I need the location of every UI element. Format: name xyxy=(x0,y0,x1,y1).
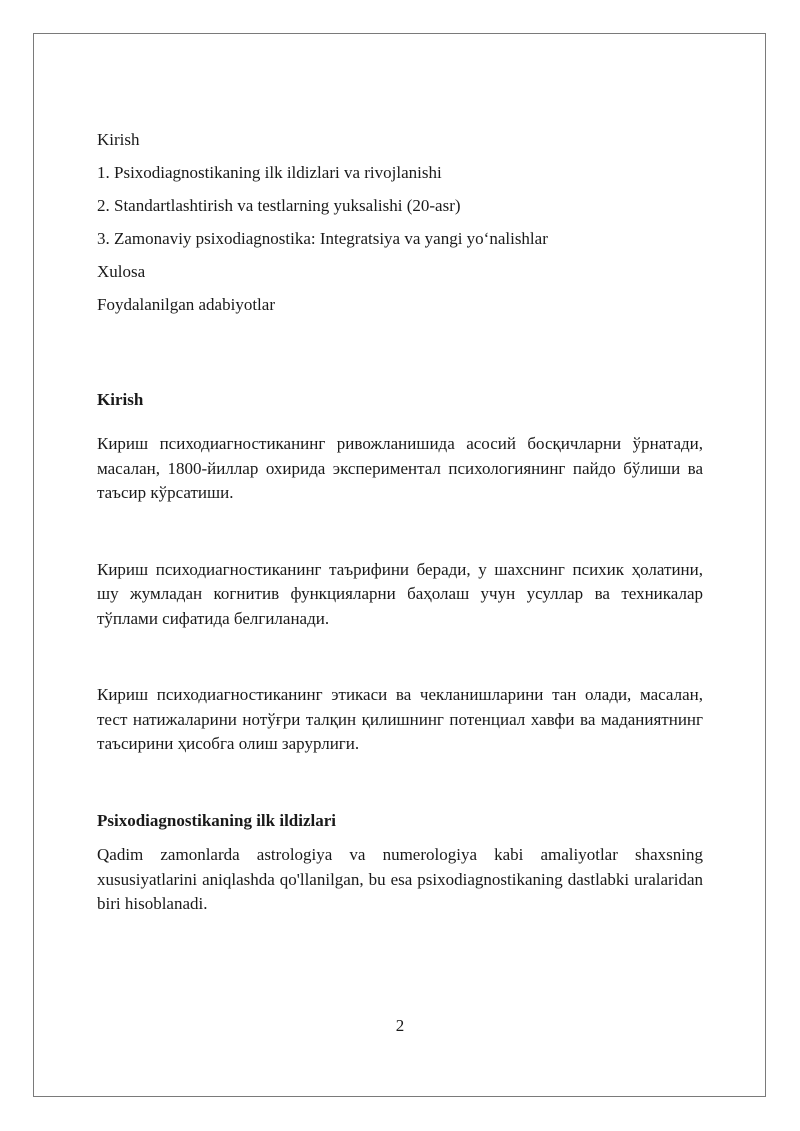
roots-paragraph-1: Qadim zamonlarda astrologiya va numerologiya kabi amaliyotlar shaxsning xususiyatlarini aniqlashda qo'llanilgan, bu esa psixodiagnostikaning dastlabki uralaridan biri hisoblanadi. xyxy=(97,845,703,913)
toc-item-conclusion: Xulosa xyxy=(97,262,146,281)
toc-item-intro: Kirish xyxy=(97,130,140,149)
page-number: 2 xyxy=(395,1016,405,1035)
section-heading-intro: Kirish xyxy=(97,389,144,409)
intro-paragraph-3: Кириш психодиагностиканинг этикаси ва чекланишларини тан олади, масалан, тест натижаларини нотўғри талқин қилишнинг потенциал хавфи ва маданиятнинг таъсирини ҳисобга олиш зарурлиги. xyxy=(97,685,703,753)
intro-paragraph-1: Кириш психодиагностиканинг ривожланишида асосий босқичларни ўрнатади, масалан, 1800-йиллар охирида экспериментал психологиянинг пайдо бўлиши ва таъсир кўрсатиши. xyxy=(97,434,703,502)
section-heading-roots: Psixodiagnostikaning ilk ildizlari xyxy=(97,810,337,830)
toc-item-chapter-1: 1. Psixodiagnostikaning ilk ildizlari va rivojlanishi xyxy=(97,163,442,182)
table-of-contents xyxy=(97,128,703,318)
toc-item-chapter-3: 3. Zamonaviy psixodiagnostika: Integratsiya va yangi yo‘nalishlar xyxy=(97,229,548,248)
toc-item-chapter-2: 2. Standartlashtirish va testlarning yuksalishi (20-asr) xyxy=(97,196,461,215)
toc-item-references: Foydalanilgan adabiyotlar xyxy=(97,295,275,314)
intro-paragraph-2: Кириш психодиагностиканинг таърифини беради, у шахснинг психик ҳолатини, шу жумладан когнитив функцияларни баҳолаш учун усуллар ва техникалар тўплами сифатида белгиланади. xyxy=(97,559,703,628)
document-content xyxy=(97,128,703,917)
